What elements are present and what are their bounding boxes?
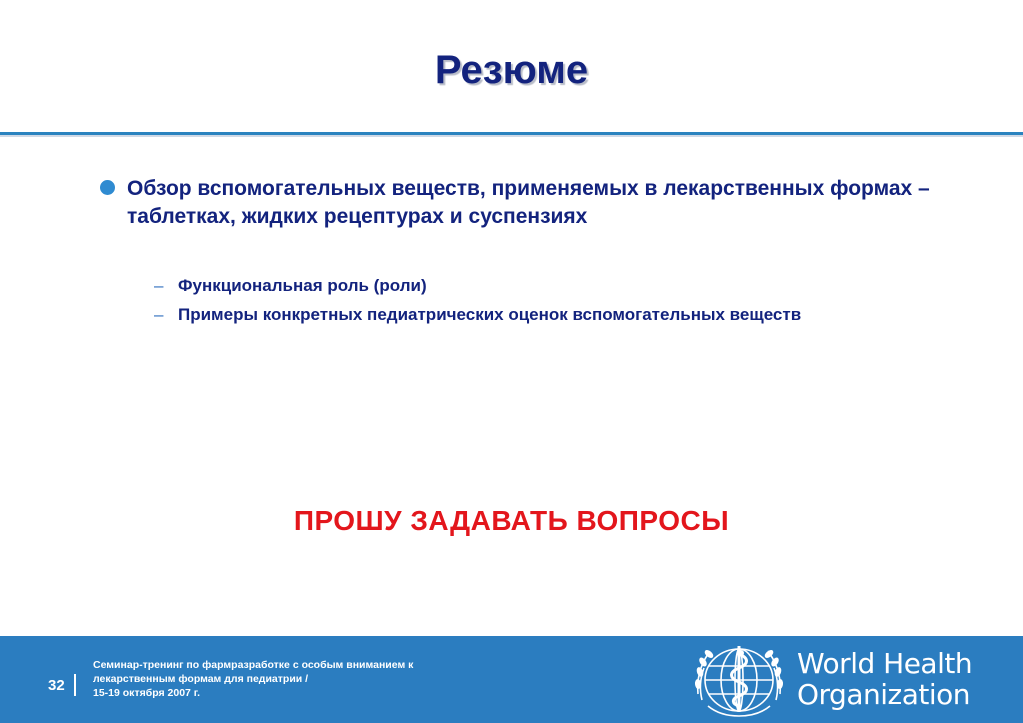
organization-name-line2: Organization xyxy=(797,678,971,711)
sub-bullet-list xyxy=(154,274,974,332)
call-to-action: ПРОШУ ЗАДАВАТЬ ВОПРОСЫ xyxy=(293,505,730,536)
seminar-info xyxy=(93,658,513,700)
seminar-line: Семинар-тренинг по фармразработке с особым вниманием к xyxy=(93,659,414,671)
dash-marker: – xyxy=(154,305,164,324)
seminar-line: 15-19 октября 2007 г. xyxy=(93,687,201,699)
seminar-line: лекарственным формам для педиатрии / xyxy=(93,673,309,685)
slide-title: Резюме xyxy=(434,48,589,92)
sub-bullet-item xyxy=(154,303,974,327)
main-bullet xyxy=(100,175,950,231)
title-divider-shadow xyxy=(0,135,1023,137)
sub-bullet-text: Примеры конкретных педиатрических оценок вспомогательных веществ xyxy=(178,305,802,324)
footer-bar xyxy=(0,636,1023,723)
dash-marker: – xyxy=(154,276,164,295)
bullet-dot-icon xyxy=(100,180,115,195)
page-number: 32 xyxy=(48,677,65,694)
who-emblem-icon xyxy=(694,642,784,718)
sub-bullet-text: Функциональная роль (роли) xyxy=(178,276,427,295)
main-bullet-text: Обзор вспомогательных веществ, применяемых в лекарственных формах – таблетках, жидких рецептурах и суспензиях xyxy=(127,177,930,228)
organization-name xyxy=(797,648,972,710)
page-number-separator xyxy=(74,674,76,696)
sub-bullet-item xyxy=(154,274,974,298)
organization-name-line1: World Health xyxy=(797,647,973,680)
